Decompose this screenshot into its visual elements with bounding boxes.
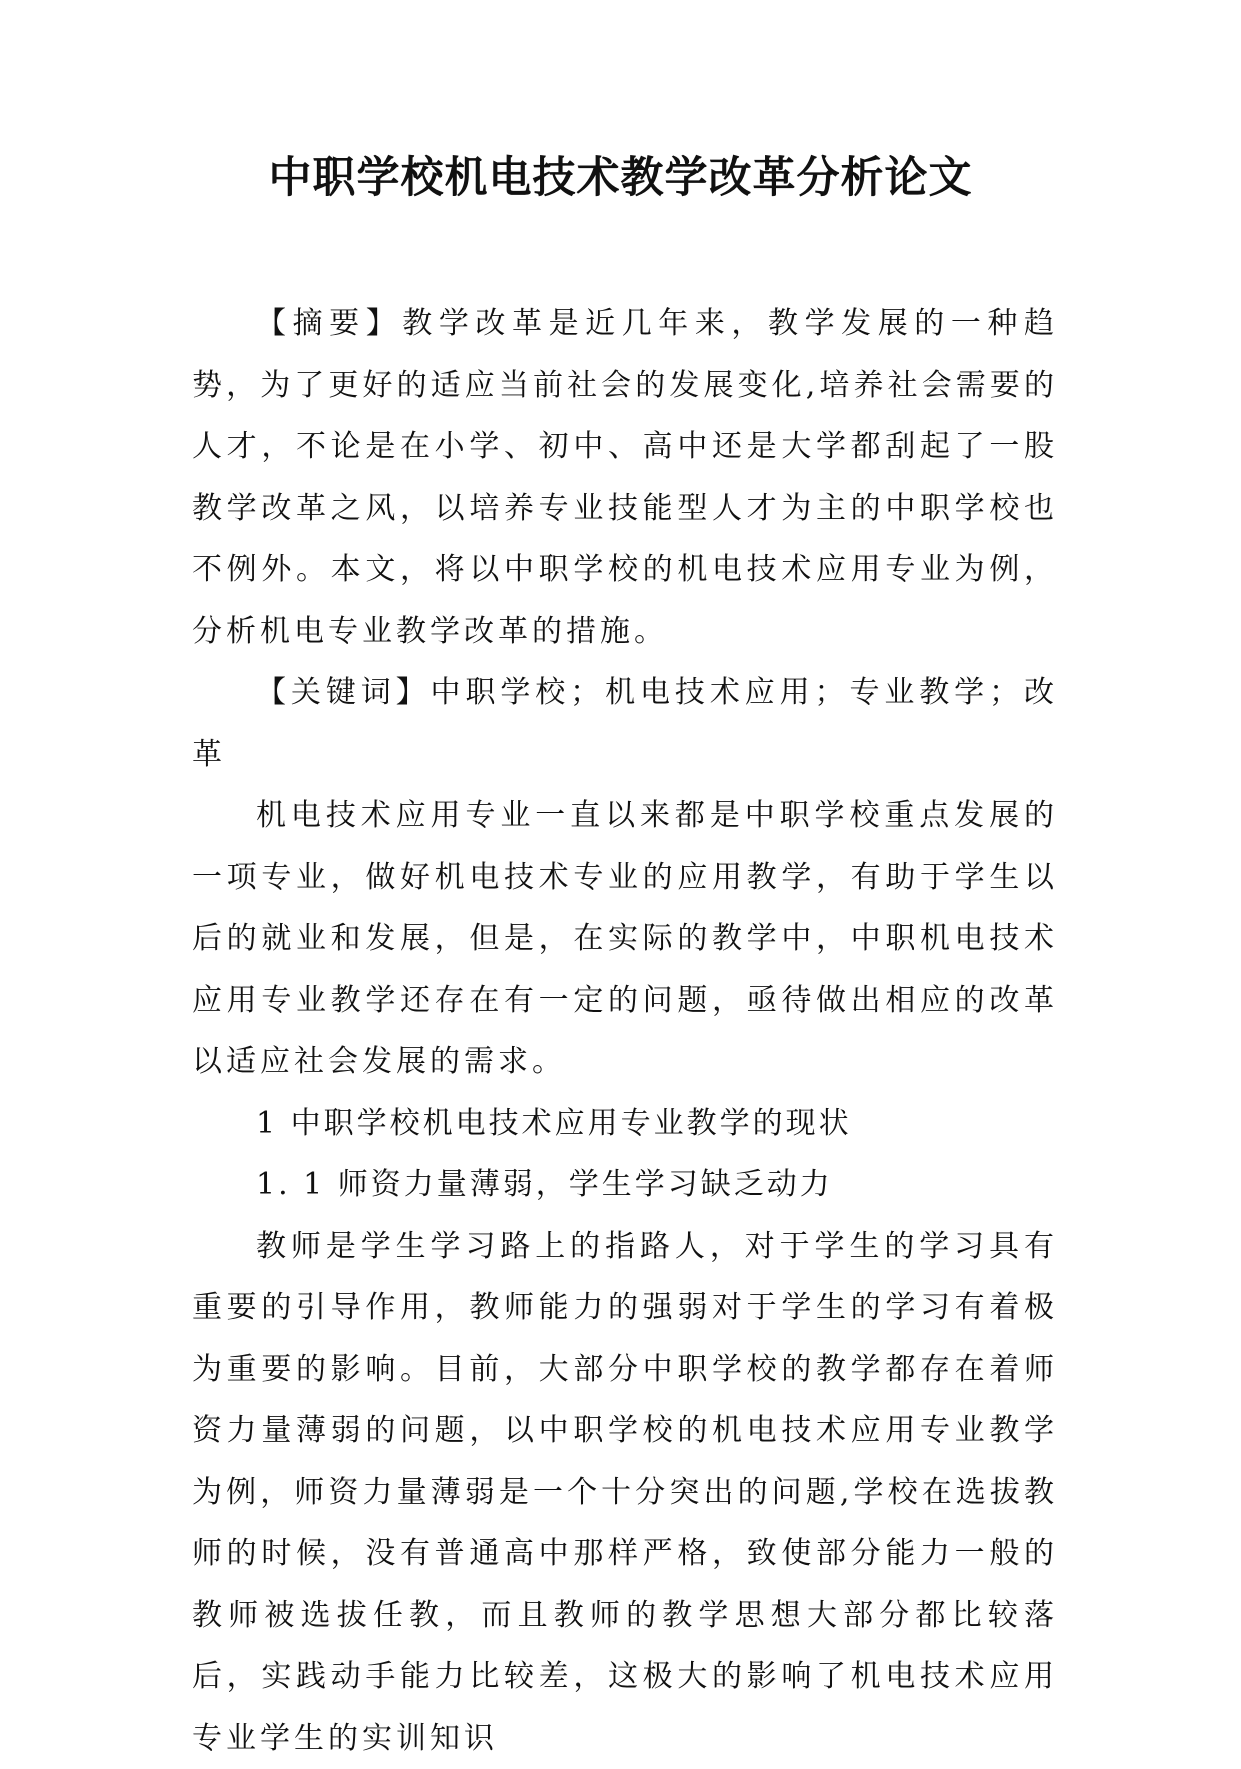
body-paragraph: 教师是学生学习路上的指路人，对于学生的学习具有重要的引导作用，教师能力的强弱对于学生的学习有着极为重要的影响。目前，大部分中职学校的教学都存在着师资力量薄弱的问题，以中职学校的机电技术应用专业教学为例，师资力量薄弱是一个十分突出的问题,学校在选拔教师的时候，没有普通高中那样严格，致使部分能力一般的教师被选拔任教，而且教师的教学思想大部分都比较落后，实践动手能力比较差，这极大的影响了机电技术应用专业学生的实训知识	[192, 1216, 1058, 1769]
keywords-paragraph: 【关键词】中职学校；机电技术应用；专业教学；改革	[192, 662, 1058, 785]
intro-paragraph: 机电技术应用专业一直以来都是中职学校重点发展的一项专业，做好机电技术专业的应用教学，有助于学生以后的就业和发展，但是，在实际的教学中，中职机电技术应用专业教学还存在有一定的问题，亟待做出相应的改革以适应社会发展的需求。	[192, 785, 1058, 1093]
subsection-heading: 1. 1 师资力量薄弱，学生学习缺乏动力	[192, 1154, 1058, 1216]
abstract-paragraph: 【摘要】教学改革是近几年来，教学发展的一种趋势，为了更好的适应当前社会的发展变化,培养社会需要的人才，不论是在小学、初中、高中还是大学都刮起了一股教学改革之风，以培养专业技能型人才为主的中职学校也不例外。本文，将以中职学校的机电技术应用专业为例，分析机电专业教学改革的措施。	[192, 293, 1058, 662]
document-body	[192, 293, 1058, 1769]
section-heading: 1 中职学校机电技术应用专业教学的现状	[192, 1093, 1058, 1155]
document-title: 中职学校机电技术教学改革分析论文	[0, 148, 1241, 208]
